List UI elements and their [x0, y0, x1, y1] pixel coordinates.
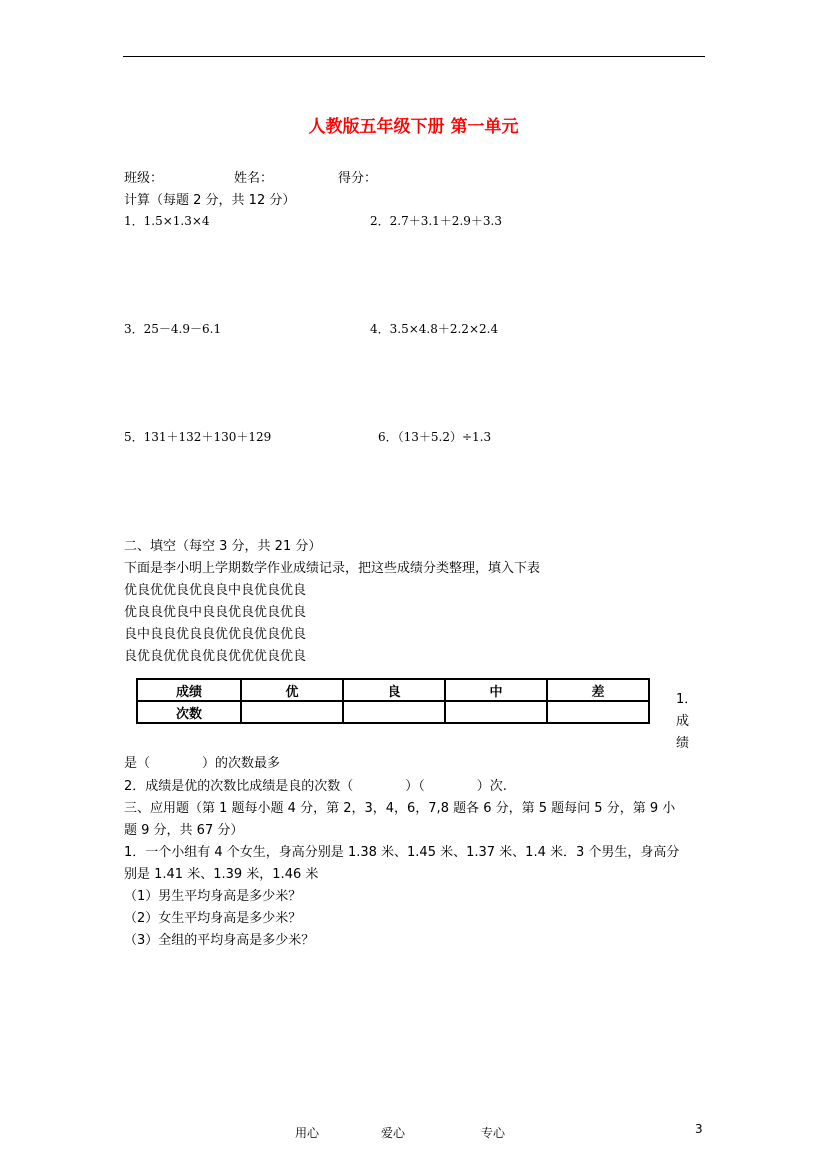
grade-tally-table — [136, 678, 650, 724]
table-header-row — [137, 679, 649, 701]
table-cell-blank[interactable] — [343, 701, 445, 723]
page-title: 人教版五年级下册 第一单元 — [308, 117, 519, 137]
page-number: 3 — [695, 1122, 703, 1136]
calc-item-1: 1．1.5×1.3×4 — [124, 214, 210, 228]
table-cell-blank[interactable] — [445, 701, 547, 723]
q1-number: 1． — [676, 692, 698, 707]
footer-right: 专心 — [481, 1126, 506, 1140]
sub-question-2: （2）女生平均身高是多少米？ — [124, 911, 302, 926]
grade-record-2: 优良良优良中良良优良优良优良 — [124, 605, 307, 620]
section2-intro: 下面是李小明上学期数学作业成绩记录，把这些成绩分类整理，填入下表 — [124, 561, 541, 576]
table-header-cell: 中 — [445, 679, 547, 701]
fill-question-1: 是（ ）的次数最多 — [124, 756, 281, 771]
fill-question-2: 2．成绩是优的次数比成绩是良的次数（ ）（ ）次. — [124, 779, 507, 794]
footer-middle: 爱心 — [381, 1126, 406, 1140]
table-cell-blank[interactable] — [547, 701, 649, 723]
table-cell-blank[interactable] — [241, 701, 343, 723]
q1-side-char-1: 成 — [676, 714, 690, 729]
table-header-cell: 差 — [547, 679, 649, 701]
calc-item-4: 4．3.5×4.8＋2.2×2.4 — [370, 322, 499, 336]
grade-record-3: 良中良良优良良优优良优良优良 — [124, 627, 307, 642]
table-header-cell: 成绩 — [137, 679, 241, 701]
header-rule — [123, 56, 705, 57]
name-field-label: 姓名： — [234, 171, 274, 186]
section3-heading-cont: 题 9 分，共 67 分） — [124, 823, 244, 838]
section3-heading: 三、应用题（第 1 题每小题 4 分，第 2，3，4，6，7,8 题各 6 分，第 5 题每问 5 分，第 9 小 — [124, 801, 676, 816]
table-header-cell: 良 — [343, 679, 445, 701]
calc-item-5: 5．131＋132＋130＋129 — [124, 430, 272, 444]
word-problem-1-cont: 别是 1.41 米、1.39 米，1.46 米 — [124, 867, 319, 882]
footer-left: 用心 — [295, 1126, 320, 1140]
q1-side-char-2: 绩 — [676, 736, 690, 751]
calc-item-3: 3．25－4.9－6.1 — [124, 322, 222, 336]
section1-heading: 计算（每题 2 分，共 12 分） — [124, 193, 296, 208]
sub-question-1: （1）男生平均身高是多少米？ — [124, 889, 302, 904]
grade-record-1: 优良优优良优良良中良优良优良 — [124, 583, 307, 598]
section2-heading: 二、填空（每空 3 分，共 21 分） — [124, 539, 322, 554]
table-row — [137, 701, 649, 723]
grade-record-4: 良优良优优良优良优优优良优良 — [124, 649, 307, 664]
calc-item-6: 6．（13＋5.2）÷1.3 — [378, 430, 492, 444]
class-field-label: 班级： — [124, 171, 164, 186]
calc-item-2: 2．2.7＋3.1＋2.9＋3.3 — [370, 214, 502, 228]
sub-question-3: （3）全组的平均身高是多少米？ — [124, 933, 315, 948]
score-field-label: 得分： — [338, 171, 378, 186]
table-row-label: 次数 — [137, 701, 241, 723]
table-header-cell: 优 — [241, 679, 343, 701]
word-problem-1: 1．一个小组有 4 个女生，身高分别是 1.38 米、1.45 米、1.37 米、1.4 米．3 个男生，身高分 — [124, 845, 680, 860]
